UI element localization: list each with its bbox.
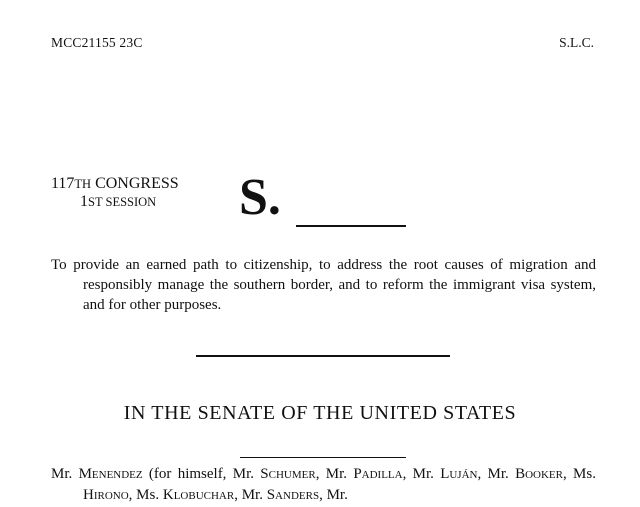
bill-number-blank — [296, 225, 406, 227]
sponsor-name: Schumer — [260, 466, 316, 482]
sponsor-name: Luján — [440, 466, 478, 482]
sponsor-name: Sanders — [266, 487, 320, 503]
session-number-suffix: ST — [88, 195, 103, 209]
sponsor-text: , Mr. — [234, 487, 267, 503]
bill-prefix: S. — [239, 169, 281, 226]
sponsor-text: Mr. — [51, 466, 79, 482]
sponsor-text: , Ms. — [128, 487, 163, 503]
session-word: SESSION — [102, 195, 157, 209]
sponsor-text: , Mr. — [402, 466, 441, 482]
congress-number: 117 — [51, 175, 75, 192]
divider-rule-short — [240, 457, 406, 458]
sponsor-text: , Mr. — [477, 466, 516, 482]
sponsor-name: Menendez — [78, 466, 143, 482]
divider-rule — [196, 355, 450, 357]
session-label — [80, 193, 156, 211]
session-number: 1 — [80, 193, 88, 210]
sponsor-name: Booker — [515, 466, 563, 482]
bill-purpose: To provide an earned path to citizenship, to address the root causes of migration and responsibly manage the southern border, and to reform the immigrant visa system, and for other purposes. — [51, 257, 596, 313]
sponsor-text: , Mr. — [315, 466, 354, 482]
chamber-heading: IN THE SENATE OF THE UNITED STATES — [123, 402, 517, 424]
congress-label — [51, 175, 179, 193]
sponsor-name: Padilla — [353, 466, 403, 482]
sponsor-name: Klobuchar — [162, 487, 235, 503]
sponsors-paragraph — [51, 464, 596, 506]
sponsor-text: (for himself, Mr. — [142, 466, 261, 482]
sponsor-text: , Mr. — [319, 487, 348, 503]
sponsor-name: Hirono — [83, 487, 129, 503]
sponsor-text: , Ms. — [563, 466, 596, 482]
document-id: MCC21155 23C — [51, 35, 143, 50]
slc-label: S.L.C. — [559, 35, 594, 50]
congress-word: CONGRESS — [91, 175, 179, 192]
congress-number-suffix: TH — [74, 177, 92, 191]
